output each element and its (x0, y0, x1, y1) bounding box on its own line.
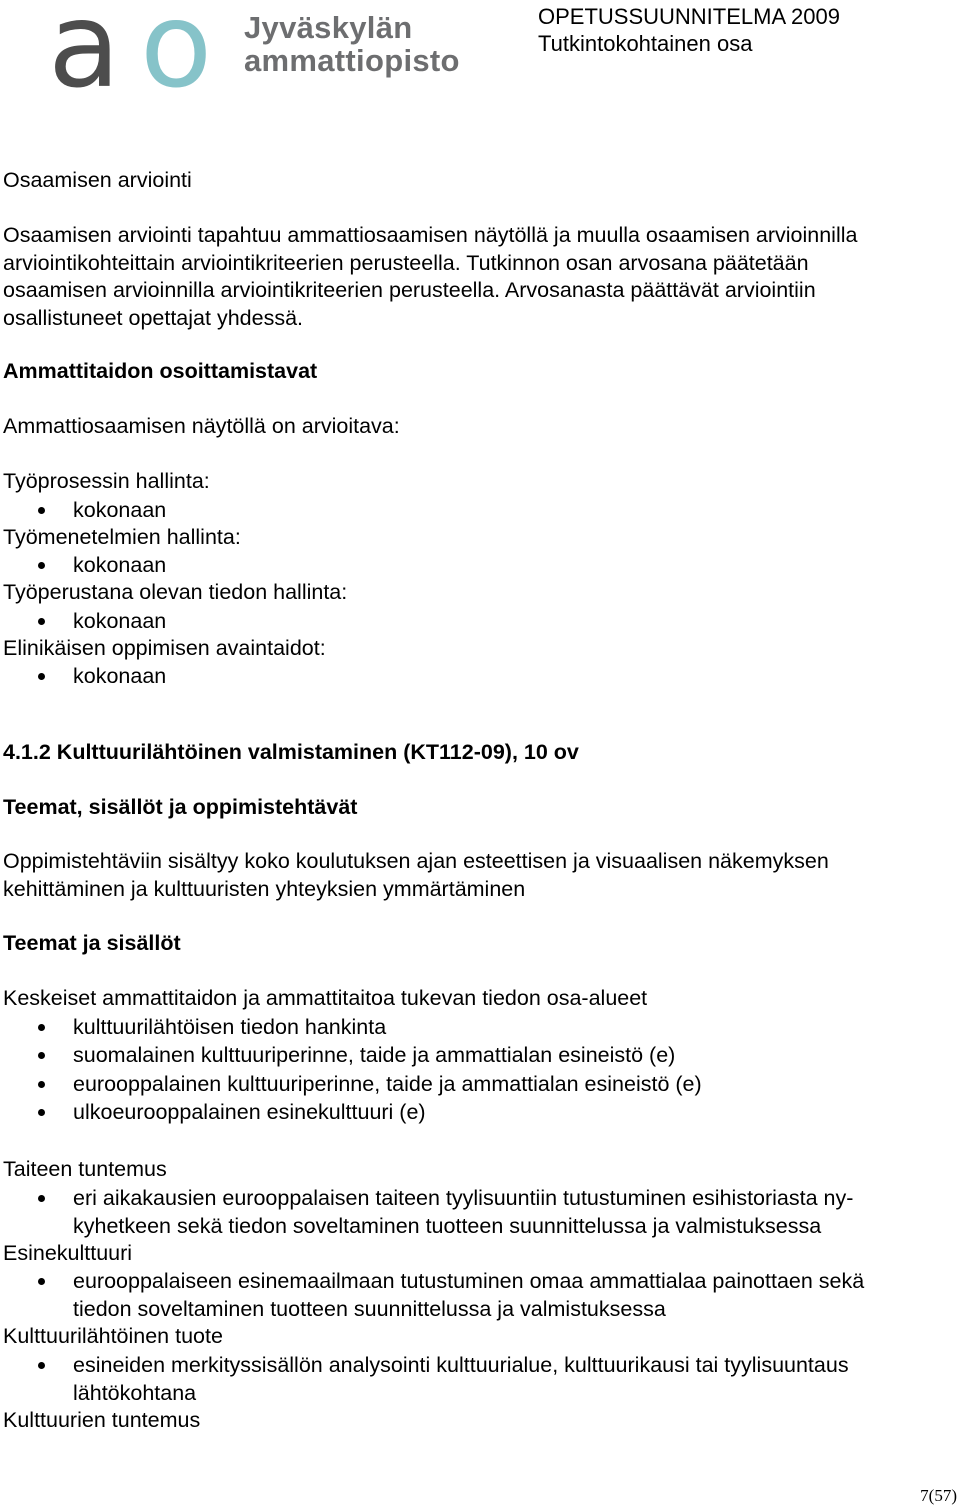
bullet-line: eurooppalaiseen esinemaailmaan tutustuminen omaa ammattialaa painottaen sekä (73, 1269, 865, 1293)
criteria-label: Työmenetelmien hallinta: (3, 524, 241, 549)
heading-teemat-sisallot-oppimistehtavat: Teemat, sisällöt ja oppimistehtävät (3, 795, 358, 819)
topic-bullet (3, 1184, 953, 1240)
list-item: kulttuurilähtöisen tiedon hankinta (3, 1013, 953, 1042)
bullet-line: kyhetkeen sekä tiedon soveltaminen tuotteen suunnittelussa ja valmistuksessa (73, 1213, 822, 1238)
paragraph-line: Oppimistehtäviin sisältyy koko koulutuksen ajan esteettisen ja visuaalisen näkemyksen (3, 849, 829, 873)
paragraph-line: arviointikohteittain arviointikriteerien perusteella. Tutkinnon osan arvosana päätetään (3, 250, 809, 275)
paragraph-line: kehittäminen ja kulttuuristen yhteyksien ymmärtäminen (3, 876, 526, 901)
heading-osaamisen-arviointi: Osaamisen arviointi (3, 168, 192, 192)
criteria-label: Työprosessin hallinta: (3, 469, 210, 493)
criteria-bullet: kokonaan (3, 607, 953, 635)
paragraph-line: osaamisen arvioinnilla arviointikriteerien perusteella. Arvosanasta päättävät arviointiin (3, 278, 816, 302)
page-number: 7(57) (920, 1486, 957, 1505)
criteria-bullet: kokonaan (3, 662, 953, 690)
key-areas-section (3, 985, 953, 1127)
topics-section (3, 1156, 953, 1434)
learning-tasks-paragraph (3, 848, 953, 903)
paragraph-line: osallistuneet opettajat yhdessä. (3, 305, 304, 330)
demonstration-intro: Ammattiosaamisen näytöllä on arvioitava: (3, 414, 400, 438)
bullet-line: eri aikakausien eurooppalaisen taiteen tyylisuuntiin tutustuminen esihistoriasta ny- (73, 1185, 854, 1210)
assessment-paragraph (3, 222, 953, 332)
header-subtitle: Tutkintokohtainen osa (538, 31, 753, 56)
topic-label: Kulttuurilähtöinen tuote (3, 1324, 223, 1348)
bullet-line: lähtökohtana (73, 1380, 197, 1405)
topic-bullet (3, 1267, 953, 1323)
criteria-bullet: kokonaan (3, 496, 953, 524)
list-item: eurooppalainen kulttuuriperinne, taide ja ammattialan esineistö (e) (3, 1070, 953, 1099)
topic-label: Kulttuurien tuntemus (3, 1407, 201, 1432)
criteria-bullet: kokonaan (3, 551, 953, 579)
topic-label: Taiteen tuntemus (3, 1157, 167, 1181)
demonstration-criteria-list (3, 468, 953, 690)
paragraph-line: Osaamisen arviointi tapahtuu ammattiosaamisen näytöllä ja muulla osaamisen arvioinnilla (3, 223, 858, 247)
key-areas-intro: Keskeiset ammattitaidon ja ammattitaitoa tukevan tiedon osa-alueet (3, 986, 648, 1010)
logo-mark-o: o (140, 0, 213, 114)
topic-bullet (3, 1351, 953, 1407)
bullet-line: esineiden merkityssisällön analysointi kulttuurialue, kulttuurikausi tai tyylisuuntaus (73, 1352, 849, 1377)
bullet-line: tiedon soveltaminen tuotteen suunnittelussa ja valmistuksessa (73, 1297, 666, 1321)
logo-text-line1: Jyväskylän (244, 10, 413, 45)
heading-module-4-1-2: 4.1.2 Kulttuurilähtöinen valmistaminen (KT112-09), 10 ov (3, 740, 579, 764)
header-title: OPETUSSUUNNITELMA 2009 (538, 4, 840, 29)
list-item: suomalainen kulttuuriperinne, taide ja ammattialan esineistö (e) (3, 1041, 953, 1070)
criteria-label: Työperustana olevan tiedon hallinta: (3, 580, 348, 604)
logo-text-line2: ammattiopisto (244, 43, 460, 78)
criteria-label: Elinikäisen oppimisen avaintaidot: (3, 635, 326, 660)
document-header (538, 3, 840, 57)
key-areas-list (3, 1013, 953, 1127)
school-logo (48, 0, 460, 114)
list-item: ulkoeurooppalainen esinekulttuuri (e) (3, 1098, 953, 1127)
logo-mark-a: a (48, 0, 119, 114)
heading-ammattitaidon-osoittamistavat: Ammattitaidon osoittamistavat (3, 359, 318, 383)
heading-teemat-ja-sisallot: Teemat ja sisällöt (3, 931, 181, 955)
topic-label: Esinekulttuuri (3, 1240, 133, 1265)
